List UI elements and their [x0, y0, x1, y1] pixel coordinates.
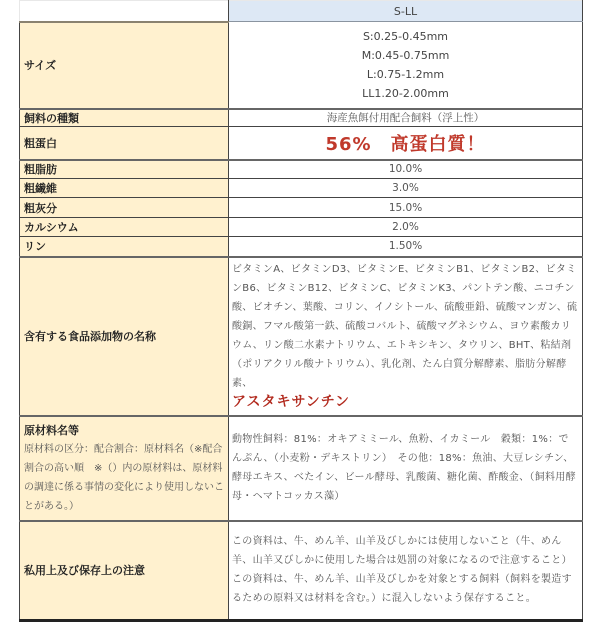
size-m: M:0.45-0.75mm — [361, 48, 450, 62]
crude-ash-label: 粗灰分 — [20, 198, 229, 218]
size-label: サイズ — [20, 22, 229, 109]
size-ll: LL1.20-2.00mm — [362, 86, 449, 100]
crude-protein-highlight: 56% 高蛋白質！ — [325, 133, 486, 155]
calcium-value: 2.0% — [229, 218, 583, 237]
crude-fiber-label: 粗繊維 — [20, 179, 229, 198]
crude-fat-row — [20, 160, 583, 179]
size-s: S:0.25-0.45mm — [362, 29, 449, 43]
precautions-label: 私用上及び保存上の注意 — [20, 521, 229, 621]
feed-type-label: 飼料の種類 — [20, 109, 229, 127]
crude-fiber-row — [20, 179, 583, 198]
crude-fat-value: 10.0% — [229, 160, 583, 179]
crude-fat-label: 粗脂肪 — [20, 160, 229, 179]
header-row — [20, 1, 583, 22]
size-values — [229, 22, 583, 109]
additives-row — [20, 257, 583, 416]
calcium-row — [20, 218, 583, 237]
calcium-label: カルシウム — [20, 218, 229, 237]
additives-label: 含有する食品添加物の名称 — [20, 257, 229, 416]
ingredients-value: 動物性飼料：81%：オキアミミール、魚粉、イカミール 穀類：1%：でんぷん、（小麦粉・デキストリン） その他：18%：魚油、大豆レシチン、酵母エキス、べたイン、ビール酵母、乳酸菌、糖化菌、酢酸金、（飼料用酵母・ヘマトコッカス藻） — [229, 416, 583, 521]
size-row — [20, 22, 583, 109]
precautions-row — [20, 521, 583, 621]
crude-ash-value: 15.0% — [229, 198, 583, 218]
feed-type-value: 海産魚餌付用配合飼料（浮上性） — [229, 109, 583, 127]
header-label-cell — [20, 1, 229, 22]
feed-type-row — [20, 109, 583, 127]
crude-protein-label: 粗蛋白 — [20, 127, 229, 160]
phosphorus-value: 1.50% — [229, 237, 583, 257]
ingredients-label-title: 原材料名等 — [24, 423, 79, 437]
additives-value — [229, 257, 583, 416]
ingredients-label-note: 原材料の区分：配合割合：原材料名（※配合割合の高い順 ※（）内の原材料は、原材料の調達に係る事情の変化により使用しないことがある。） — [24, 443, 224, 512]
crude-protein-row — [20, 127, 583, 160]
ingredients-row — [20, 416, 583, 521]
header-size-range: S-LL — [229, 1, 583, 22]
additives-list: ビタミンA、ビタミンD3、ビタミンE、ビタミンB1、ビタミンB2、ビタミンB6、ビタミンB12、ビタミンC、ビタミンK3、パントテン酸、ニコチン酸、ビオチン、葉酸、コリン、イノシトール、硫酸亜鉛、硫酸マンガン、硫酸銅、フマル酸第一鉄、硫酸コバルト、硫酸マグネシウム、ヨウ素酸カリウム、リン酸二水素ナトリウム、エトキシキン、タウリン、BHT、粘結剤（ポリアクリル酸ナトリウム）、乳化剤、たん白質分解酵素、脂肪分解酵素、 — [232, 263, 578, 389]
crude-protein-value — [229, 127, 583, 160]
crude-fiber-value: 3.0% — [229, 179, 583, 198]
additives-highlight: アスタキサンチン — [232, 393, 351, 410]
spec-table — [19, 0, 583, 622]
crude-ash-row — [20, 198, 583, 218]
phosphorus-label: リン — [20, 237, 229, 257]
ingredients-label-cell — [20, 416, 229, 521]
precautions-value: この資料は、牛、めん羊、山羊及びしかには使用しないこと（牛、めん羊、山羊又びしかに使用した場合は処罰の対象になるので注意すること）この資料は、牛、めん羊、山羊及びしかを対象とする飼料（飼料を製造するための原料又は材料を含む。）に混入しないよう保存すること。 — [229, 521, 583, 621]
size-l: L:0.75-1.2mm — [366, 67, 445, 81]
phosphorus-row — [20, 237, 583, 257]
